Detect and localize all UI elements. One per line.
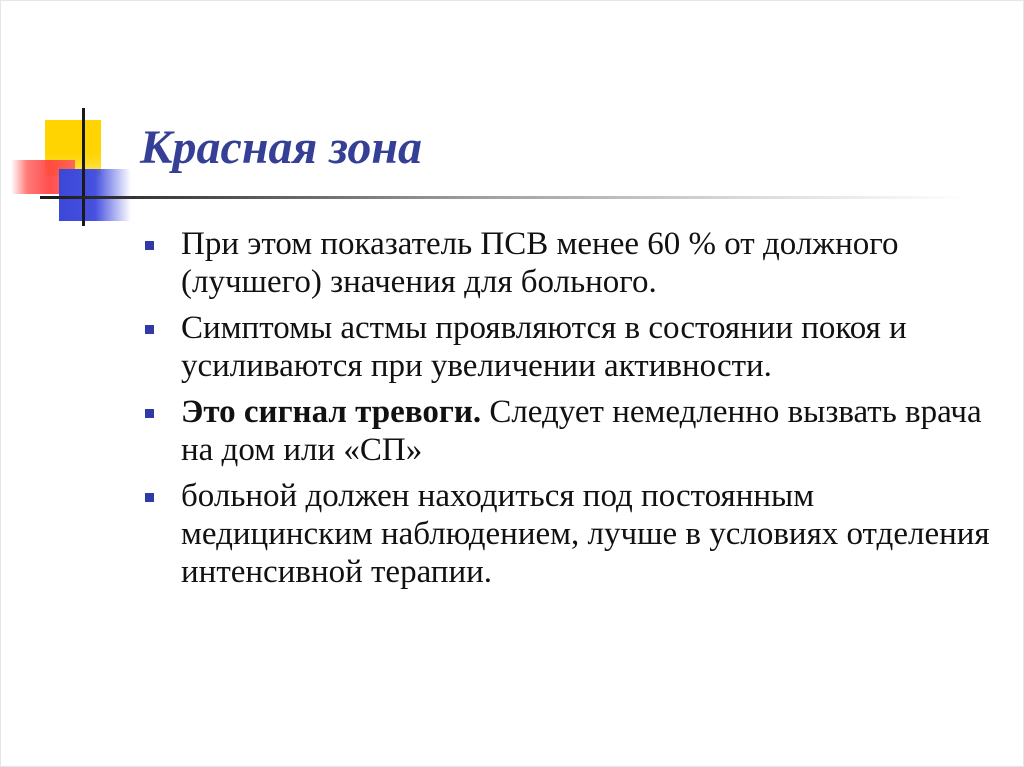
- bullet-text: При этом показатель ПСВ менее 60 % от должного (лучшего) значения для больного.: [181, 226, 899, 300]
- bullet-item: [140, 477, 1000, 591]
- bullet-text: Симптомы астмы проявляются в состоянии покоя и усиливаются при увеличении активности.: [181, 310, 907, 384]
- bullet-item: [140, 225, 1000, 301]
- decorative-blue-square: [59, 169, 131, 221]
- decorative-vertical-line: [82, 108, 85, 226]
- bullet-list: [140, 225, 1000, 599]
- bullet-text: больной должен находиться под постоянным медицинским наблюдением, лучше в условиях отделения интенсивной терапии.: [181, 478, 990, 590]
- bullet-square-icon: [145, 325, 154, 334]
- title-underline: [40, 196, 970, 199]
- bullet-item: [140, 309, 1000, 385]
- slide-title: Красная зона: [140, 121, 422, 174]
- bullet-square-icon: [145, 493, 154, 502]
- bullet-square-icon: [145, 409, 154, 418]
- bullet-item: [140, 393, 1000, 469]
- bullet-text: Следует немедленно вызвать врача на дом или «СП»: [181, 394, 982, 468]
- bullet-square-icon: [145, 241, 154, 250]
- bullet-bold-text: Это сигнал тревоги.: [181, 394, 482, 430]
